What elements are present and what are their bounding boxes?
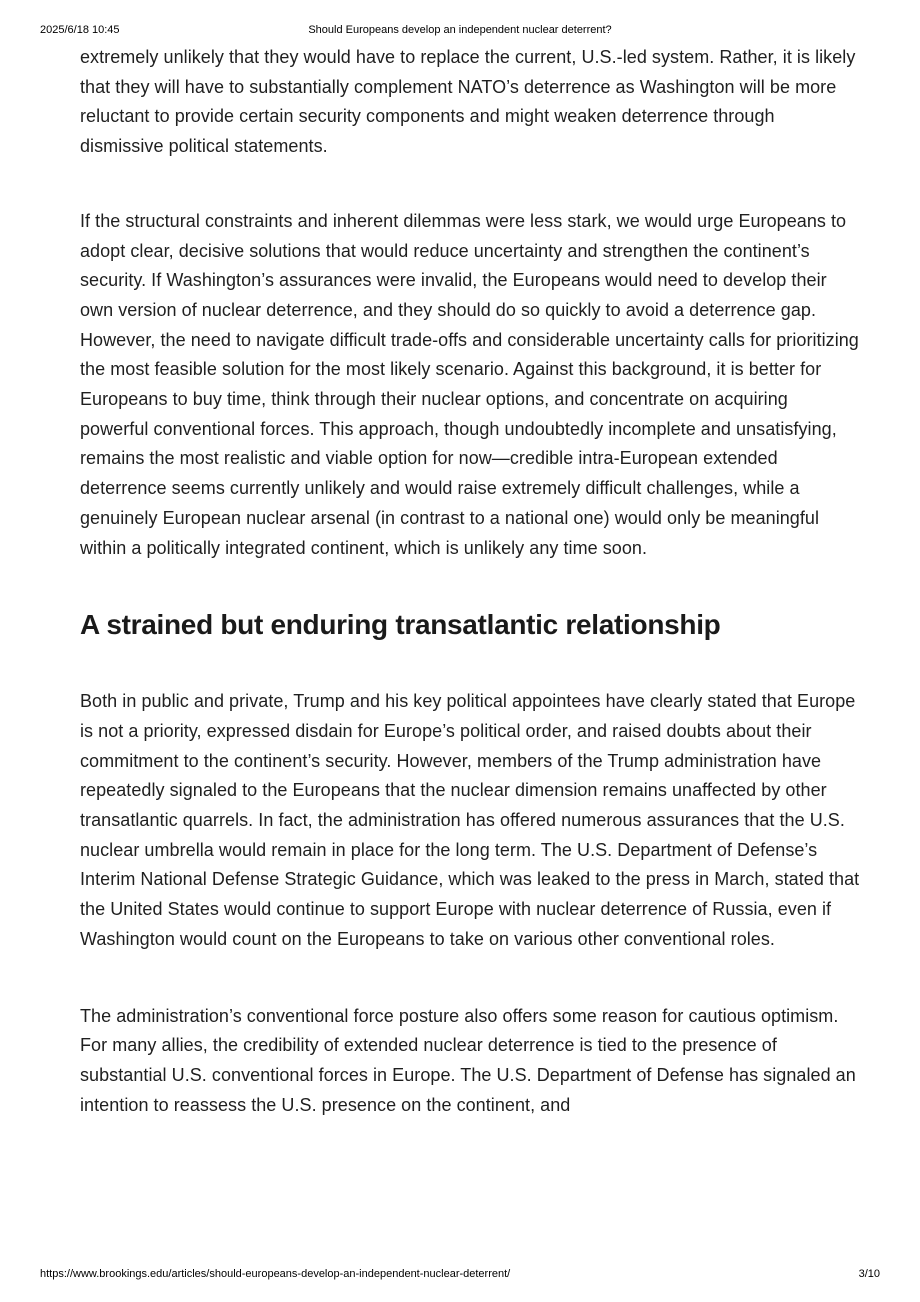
print-url[interactable]: https://www.brookings.edu/articles/should-europeans-develop-an-independent-nuclear-deterrent/: [40, 1268, 511, 1280]
print-datetime: 2025/6/18 10:45: [40, 24, 120, 36]
article-body: [80, 43, 860, 1120]
article-paragraph: extremely unlikely that they would have to replace the current, U.S.-led system. Rather, it is likely that they will have to substantially complement NATO’s deterrence as Washington will be more reluctant to provide certain security components and might weaken deterrence through dismissive political statements.: [80, 47, 856, 157]
print-footer: [40, 1267, 880, 1281]
print-header: [40, 23, 880, 37]
section-heading: A strained but enduring transatlantic relationship: [80, 609, 721, 641]
article-paragraph: If the structural constraints and inherent dilemmas were less stark, we would urge Europeans to adopt clear, decisive solutions that would reduce uncertainty and strengthen the continent’s security. If Washington’s assurances were invalid, the Europeans would need to develop their own version of nuclear deterrence, and they should do so quickly to avoid a deterrence gap. However, the need to navigate difficult trade-offs and considerable uncertainty calls for prioritizing the most feasible solution for the most likely scenario. Against this background, it is better for Europeans to buy time, think through their nuclear options, and concentrate on acquiring powerful conventional forces. This approach, though undoubtedly incomplete and unsatisfying, remains the most realistic and viable option for now—credible intra-European extended deterrence seems currently unlikely and would raise extremely difficult challenges, while a genuinely European nuclear arsenal (in contrast to a national one) would only be meaningful within a politically integrated continent, which is unlikely any time soon.: [80, 210, 859, 558]
print-page-title: Should Europeans develop an independent nuclear deterrent?: [308, 24, 612, 36]
article-paragraph: Both in public and private, Trump and his key political appointees have clearly stated that Europe is not a priority, expressed disdain for Europe’s political order, and raised doubts about their commitment to the continent’s security. However, members of the Trump administration have repeatedly signaled to the Europeans that the nuclear dimension remains unaffected by other transatlantic quarrels. In fact, the administration has offered numerous assurances that the U.S. nuclear umbrella would remain in place for the long term. The U.S. Department of Defense’s Interim National Defense Strategic Guidance, which was leaked to the press in March, stated that the United States would continue to support Europe with nuclear deterrence of Russia, even if Washington would count on the Europeans to take on various other conventional roles.: [80, 691, 860, 949]
print-page-number: 3/10: [858, 1268, 880, 1280]
article-paragraph: The administration’s conventional force posture also offers some reason for cautious optimism. For many allies, the credibility of extended nuclear deterrence is tied to the presence of substantial U.S. conventional forces in Europe. The U.S. Department of Defense has signaled an intention to reassess the U.S. presence on the continent, and: [80, 1005, 856, 1115]
